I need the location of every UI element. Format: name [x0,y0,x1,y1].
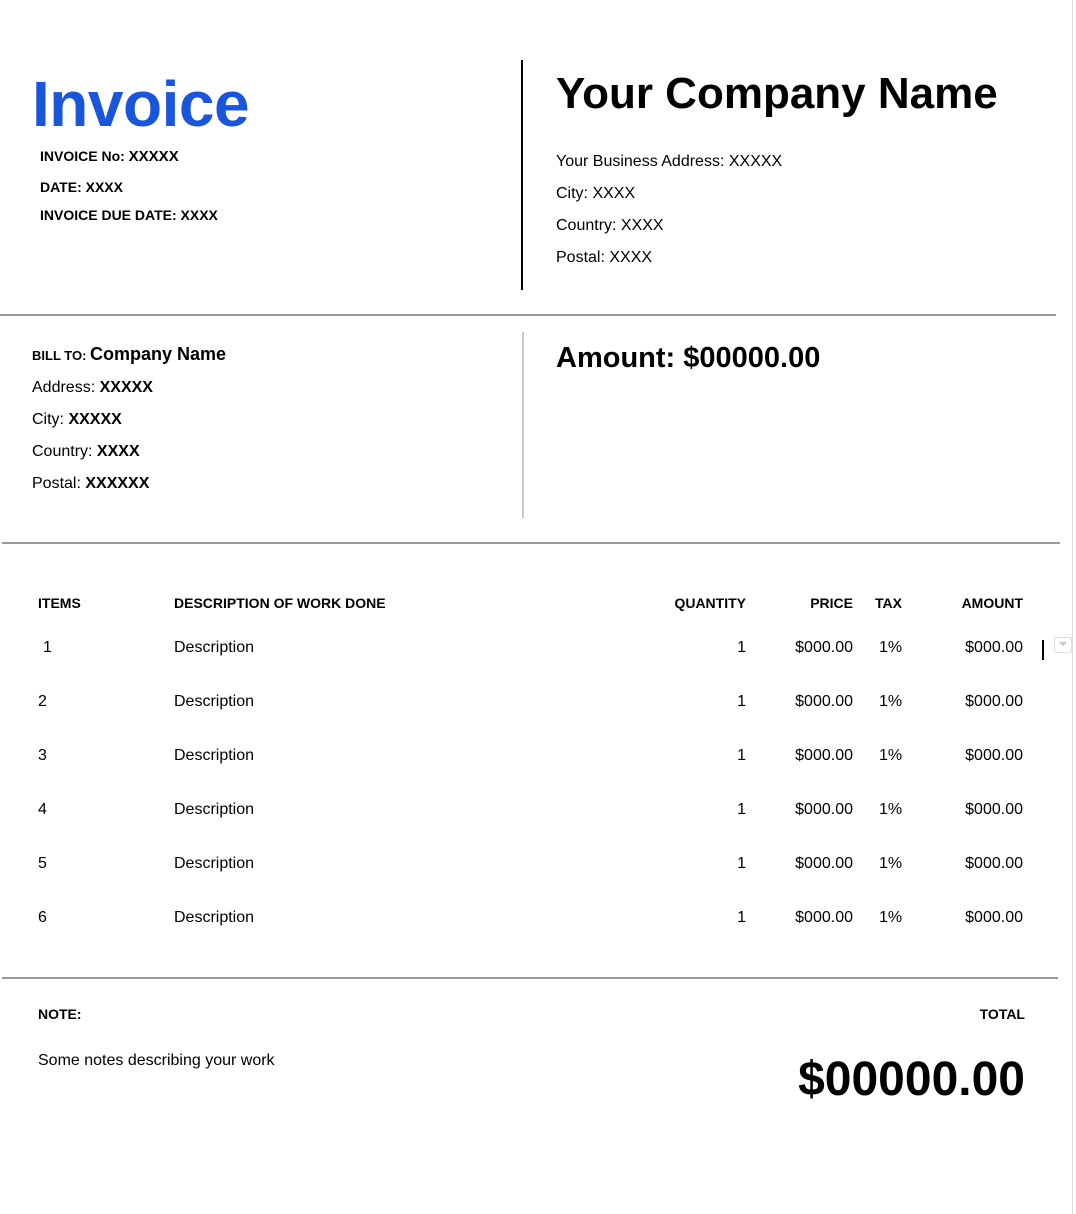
bill-to-postal-value: XXXXXX [85,475,150,492]
cell-amount[interactable]: $000.00 [965,801,1023,818]
cell-item[interactable]: 5 [38,855,47,872]
company-address[interactable]: Your Business Address: XXXXX [556,153,783,170]
cell-amount[interactable]: $000.00 [965,639,1023,656]
cell-item[interactable]: 2 [38,693,47,710]
header-amount: AMOUNT [961,595,1023,611]
header-price: PRICE [810,595,853,611]
bill-to [32,344,226,365]
section-divider-2 [2,542,1060,544]
bill-to-city-value: XXXXX [68,411,122,428]
cell-amount[interactable]: $000.00 [965,855,1023,872]
cell-description[interactable]: Description [174,693,255,710]
bill-to-label: BILL TO: [32,348,91,363]
bill-to-address[interactable] [32,379,153,397]
invoice-date [40,179,123,195]
section-divider-1 [0,314,1056,316]
invoice-number-value[interactable]: XXXXX [128,148,179,165]
invoice-number [40,148,179,165]
cell-quantity[interactable]: 1 [737,747,746,764]
chevron-down-icon[interactable] [1054,637,1072,653]
cell-amount[interactable]: $000.00 [965,747,1023,764]
header-tax: TAX [875,595,902,611]
header-items: ITEMS [38,595,81,611]
bill-divider [522,332,524,518]
cell-quantity[interactable]: 1 [737,693,746,710]
header-divider [521,60,523,290]
company-name[interactable]: Your Company Name [556,69,998,118]
cell-price[interactable]: $000.00 [795,801,853,818]
header-quantity: QUANTITY [674,595,746,611]
bill-to-city-label: City: [32,411,69,428]
note-label: NOTE: [38,1006,82,1022]
bill-to-address-value: XXXXX [99,379,153,396]
cell-tax[interactable]: 1% [879,639,903,656]
company-city[interactable]: City: XXXX [556,185,636,202]
bill-to-company[interactable]: Company Name [90,344,227,364]
invoice-due-date-value[interactable]: XXXX [180,207,218,223]
cell-description[interactable]: Description [174,855,255,872]
bill-to-postal[interactable] [32,475,149,493]
total-label: TOTAL [979,1006,1025,1022]
company-postal[interactable]: Postal: XXXX [556,249,653,266]
cell-item[interactable]: 1 [43,639,52,656]
cell-description[interactable]: Description [174,639,255,656]
cell-tax[interactable]: 1% [879,855,903,872]
cell-quantity[interactable]: 1 [737,909,746,926]
cell-description[interactable]: Description [174,801,255,818]
cell-item[interactable]: 3 [38,747,47,764]
cell-price[interactable]: $000.00 [795,693,853,710]
cell-quantity[interactable]: 1 [737,855,746,872]
bill-to-country[interactable] [32,443,140,461]
bill-to-postal-label: Postal: [32,475,86,492]
cell-tax[interactable]: 1% [879,747,903,764]
cell-amount[interactable]: $000.00 [965,693,1023,710]
section-divider-3 [2,977,1058,979]
cell-quantity[interactable]: 1 [737,639,746,656]
bill-to-address-label: Address: [32,379,100,396]
text-cursor [1042,640,1044,660]
cell-amount[interactable]: $000.00 [965,909,1023,926]
invoice-due-date-label: INVOICE DUE DATE: [40,207,181,223]
cell-price[interactable]: $000.00 [795,909,853,926]
cell-tax[interactable]: 1% [879,801,903,818]
invoice-title: Invoice [32,68,250,140]
total-value[interactable]: $00000.00 [798,1053,1025,1106]
bill-to-country-label: Country: [32,443,97,460]
bill-to-country-value: XXXX [96,443,140,460]
invoice-number-label: INVOICE No: [40,148,129,164]
cell-tax[interactable]: 1% [879,909,903,926]
header-description: DESCRIPTION OF WORK DONE [174,595,386,611]
cell-price[interactable]: $000.00 [795,639,853,656]
invoice-date-value[interactable]: XXXX [85,179,123,195]
cell-tax[interactable]: 1% [879,693,903,710]
cell-price[interactable]: $000.00 [795,747,853,764]
cell-quantity[interactable]: 1 [737,801,746,818]
cell-description[interactable]: Description [174,909,255,926]
invoice-date-label: DATE: [40,179,86,195]
amount-due[interactable]: Amount: $00000.00 [556,342,821,374]
cell-description[interactable]: Description [174,747,255,764]
bill-to-city[interactable] [32,411,122,429]
company-country[interactable]: Country: XXXX [556,217,664,234]
cell-item[interactable]: 6 [38,909,47,926]
note-text[interactable]: Some notes describing your work [38,1052,275,1069]
invoice-due-date [40,207,218,223]
cell-price[interactable]: $000.00 [795,855,853,872]
cell-item[interactable]: 4 [38,801,47,818]
page-edge [1072,0,1073,1214]
